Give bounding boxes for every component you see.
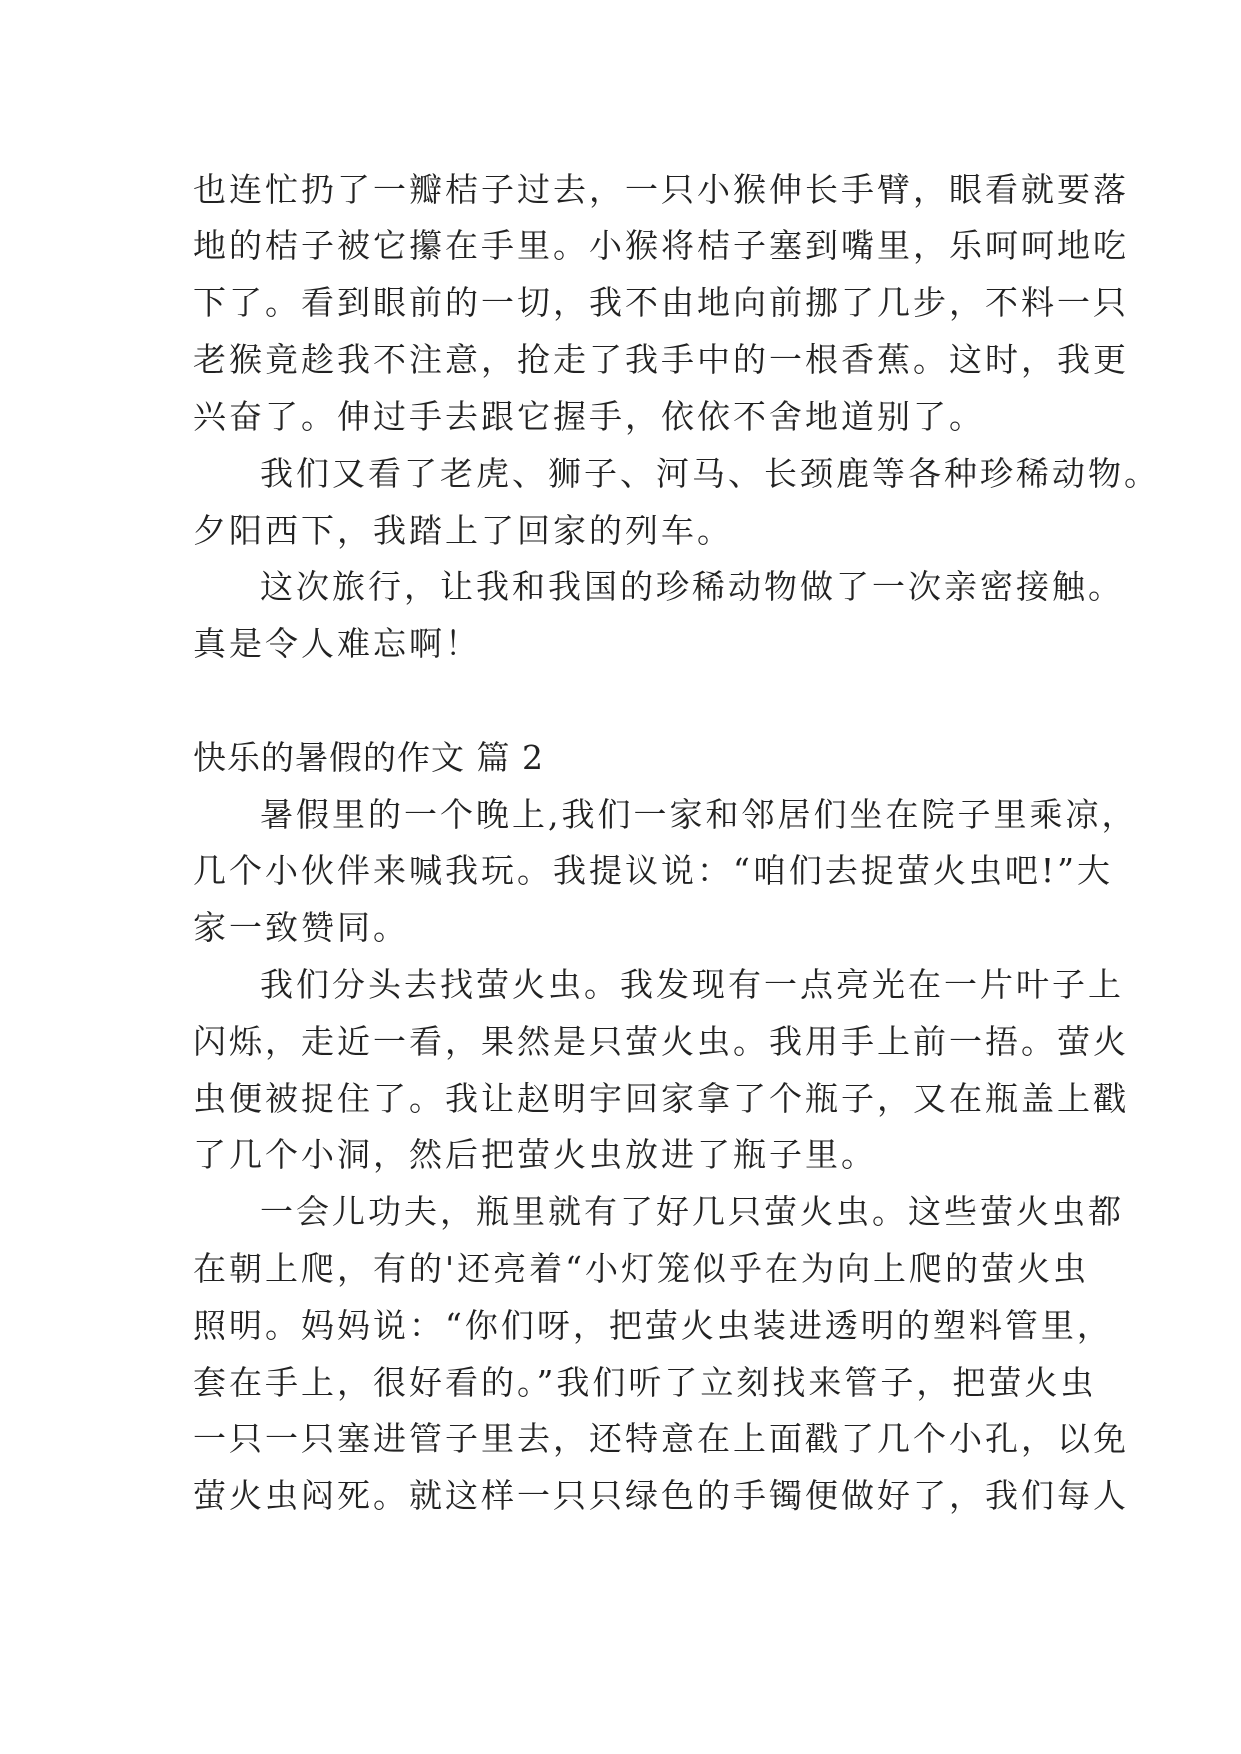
text-line: 兴奋了。伸过手去跟它握手，依依不舍地道别了。	[193, 397, 985, 436]
text-line: 老猴竟趁我不注意，抢走了我手中的一根香蕉。这时，我更	[193, 340, 1129, 379]
paragraph-first-line: 暑假里的一个晚上,我们一家和邻居们坐在院子里乘凉，	[260, 795, 1138, 834]
text-line: 套在手上，很好看的。”我们听了立刻找来管子，把萤火虫	[193, 1363, 1097, 1402]
text-line: 闪烁，走近一看，果然是只萤火虫。我用手上前一捂。萤火	[193, 1022, 1129, 1061]
text-line: 照明。妈妈说：“你们呀，把萤火虫装进透明的塑料管里，	[193, 1306, 1113, 1345]
text-line: 真是令人难忘啊！	[193, 624, 481, 663]
text-line: 一只一只塞进管子里去，还特意在上面戳了几个小孔，以免	[193, 1419, 1129, 1458]
paragraph-first-line: 一会儿功夫，瓶里就有了好几只萤火虫。这些萤火虫都	[260, 1192, 1124, 1231]
text-line: 家一致赞同。	[193, 908, 409, 947]
text-line: 夕阳西下，我踏上了回家的列车。	[193, 511, 733, 550]
text-line: 地的桔子被它攥在手里。小猴将桔子塞到嘴里，乐呵呵地吃	[193, 226, 1129, 265]
text-line: 虫便被捉住了。我让赵明宇回家拿了个瓶子，又在瓶盖上戳	[193, 1079, 1129, 1118]
text-line: 了几个小洞，然后把萤火虫放进了瓶子里。	[193, 1135, 877, 1174]
text-line: 几个小伙伴来喊我玩。我提议说：“咱们去捉萤火虫吧!”大	[193, 851, 1114, 890]
text-line: 在朝上爬，有的'还亮着“小灯笼似乎在为向上爬的萤火虫	[193, 1249, 1089, 1288]
text-line: 萤火虫闷死。就这样一只只绿色的手镯便做好了，我们每人	[193, 1476, 1129, 1515]
section-heading: 快乐的暑假的作文 篇 2	[193, 738, 544, 777]
text-line: 也连忙扔了一瓣桔子过去，一只小猴伸长手臂，眼看就要落	[193, 170, 1129, 209]
paragraph-first-line: 我们分头去找萤火虫。我发现有一点亮光在一片叶子上	[260, 965, 1124, 1004]
paragraph-first-line: 我们又看了老虎、狮子、河马、长颈鹿等各种珍稀动物。	[260, 454, 1160, 493]
text-line: 下了。看到眼前的一切，我不由地向前挪了几步，不料一只	[193, 283, 1129, 322]
paragraph-first-line: 这次旅行，让我和我国的珍稀动物做了一次亲密接触。	[260, 567, 1124, 606]
